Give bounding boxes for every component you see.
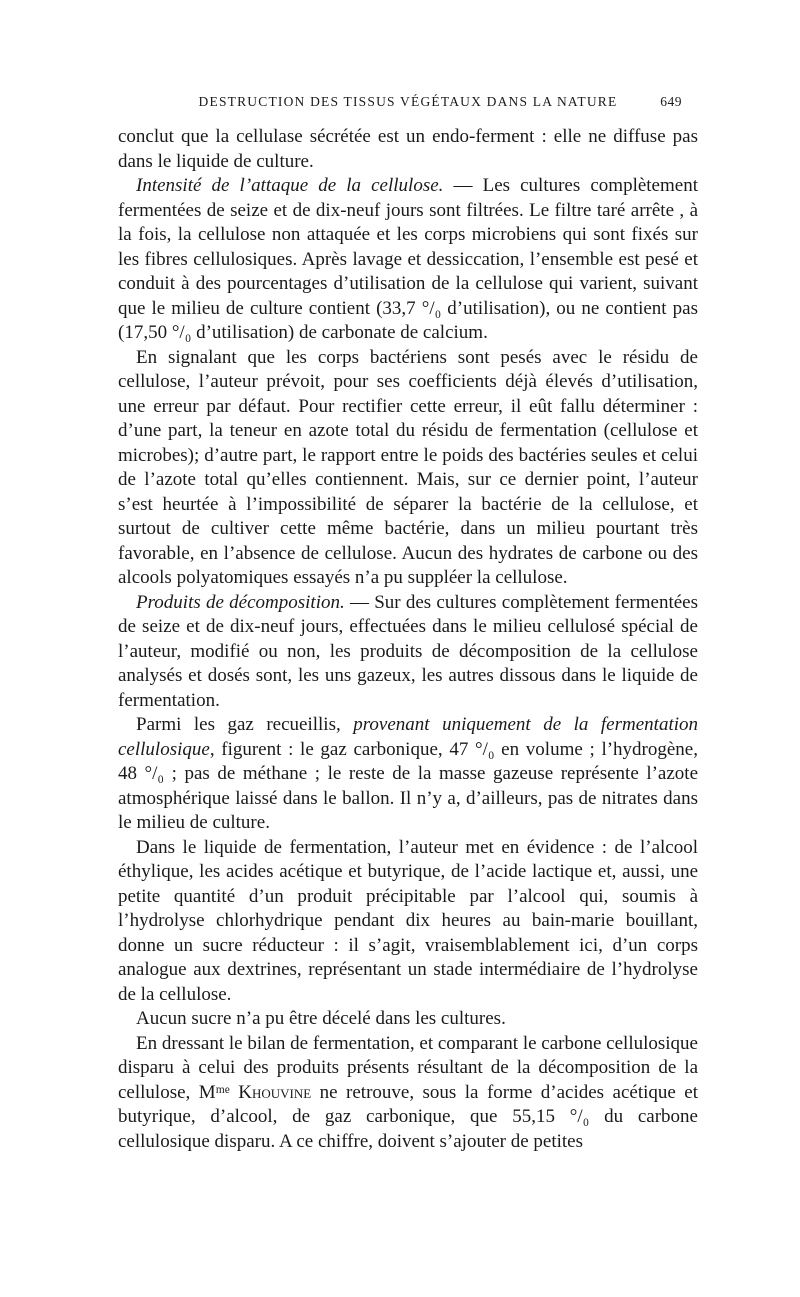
paragraph-3: En signalant que les corps bactériens sont pesés avec le résidu de cellulose, l’auteur prévoit, pour ses coefficients déjà élevés d’utilisation, une erreur par défaut. Pour rectifier cette erreur, il eût fallu déterminer : d’une part, la teneur en azote total du résidu de fermentation (cellulose et microbes); d’autre part, le rapport entre le poids des bactéries seules et celui de l’azote total qu’elles contiennent. Mais, sur ce dernier point, l’auteur s’est heurtée à l’impossibilité de séparer la bactérie de la cellulose, et surtout de cultiver cette même bactérie, dans un milieu pourtant très favorable, en l’absence de cellulose. Aucun des hydrates de carbone ou des alcools polyatomiques essayés n’a pu suppléer la cellulose. [118,346,698,588]
section-heading: Intensité de l’attaque de la cellulose. [136,175,444,196]
paragraph-7: Aucun sucre n’a pu être décelé dans les cultures. [136,1008,506,1029]
paragraph-8: En dressant le bilan de fermentation, et comparant le carbone cellulosique disparu à celui des produits présents résultant de la décomposition de la cellulose, Mᵐᵉ Khouvine ne retrouve, sous la forme d’acides acétique et butyrique, d’alcool, de gaz carbonique, que 55,15 °/₀ du carbone cellulosique disparu. A ce chiffre, doivent s’ajouter de petites [118,1032,698,1152]
running-title: DESTRUCTION DES TISSUS VÉGÉTAUX DANS LA NATURE [198,94,618,109]
body-text [118,125,698,1154]
section-heading: Produits de décomposition. [136,591,345,613]
author-name: Khouvine [238,1081,312,1103]
emphasis: provenant uniquement de la fermentation cellulosique [118,714,698,760]
paragraph-2: Intensité de l’attaque de la cellulose. — Les cultures complètement fermentées de seize et de dix-neuf jours sont filtrées. Le filtre taré arrête , à la fois, la cellulose non attaquée et les corps microbiens qui sont fixés sur les fibres cellulosiques. Après lavage et dessiccation, l’ensemble est pesé et conduit à des pourcentages d’utilisation de la cellulose qui varient, suivant que le milieu de culture contient (33,7 °/₀ d’utilisation), ou ne contient pas (17,50 °/₀ d’utilisation) de carbonate de calcium. [118,175,698,343]
paragraph-5: Parmi les gaz recueillis, provenant uniquement de la fermentation cellulosique, figurent : le gaz carbonique, 47 °/₀ en volume ; l’hydrogène, 48 °/₀ ; pas de méthane ; le reste de la masse gazeuse représente l’azote atmosphérique laissé dans le ballon. Il n’y a, d’ailleurs, pas de nitrates dans le milieu de culture. [118,714,698,833]
page-number: 649 [660,94,682,109]
paragraph-6: Dans le liquide de fermentation, l’auteur met en évidence : de l’alcool éthylique, les acides acétique et butyrique, de l’acide lactique et, aussi, une petite quantité d’un produit précipitable par l’alcool qui, soumis à l’hydrolyse chlorhydrique pendant dix heures au bain-marie bouillant, donne un sucre réducteur : il s’agit, vraisemblablement ici, d’un corps analogue aux dextrines, représentant un stade intermédiaire de l’hydrolyse de la cellulose. [118,836,698,1005]
paragraph-4: Produits de décomposition. — Sur des cultures complètement fermentées de seize et de dix-neuf jours, effectuées dans le milieu cellulosé spécial de l’auteur, modifié ou non, les produits de décomposition de la cellulose analysés et dosés sont, les uns gazeux, les autres dissous dans le liquide de fermentation. [118,591,698,711]
paragraph-1: conclut que la cellulase sécrétée est un endo-ferment : elle ne diffuse pas dans le liquide de culture. [118,126,698,172]
